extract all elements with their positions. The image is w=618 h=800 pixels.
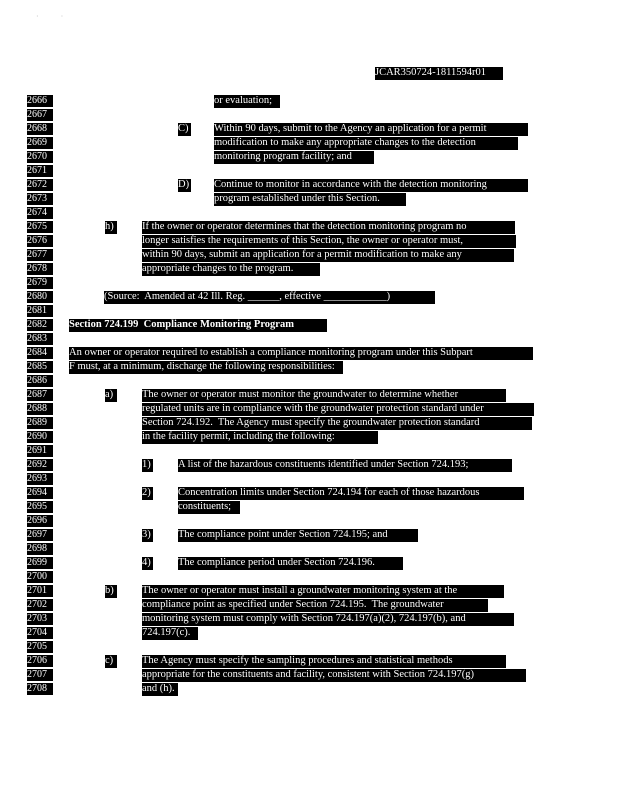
line-number: 2699 <box>27 557 53 569</box>
sub-2-line-2: constituents; <box>178 501 240 514</box>
sub-2-label: 2) <box>142 487 153 500</box>
scan-specks: · · <box>36 12 64 21</box>
line-number: 2696 <box>27 515 53 527</box>
line-number: 2702 <box>27 599 53 611</box>
sub-3-line-1: The compliance point under Section 724.195; and <box>178 529 418 542</box>
line-number: 2669 <box>27 137 53 149</box>
line-number: 2688 <box>27 403 53 415</box>
sub-1-label: 1) <box>142 459 153 472</box>
line-number: 2670 <box>27 151 53 163</box>
sub-4-label: 4) <box>142 557 153 570</box>
item-a-line-2: regulated units are in compliance with the groundwater protection standard under <box>142 403 534 416</box>
item-c2-line-1: The Agency must specify the sampling procedures and statistical methods <box>142 655 506 668</box>
line-number: 2687 <box>27 389 53 401</box>
line-number: 2706 <box>27 655 53 667</box>
line-number: 2677 <box>27 249 53 261</box>
line-number: 2679 <box>27 277 53 289</box>
line-number: 2708 <box>27 683 53 695</box>
item-b-label: b) <box>105 585 117 598</box>
item-d-label: D) <box>178 179 190 190</box>
line-number: 2697 <box>27 529 53 541</box>
item-b-line-1: The owner or operator must install a groundwater monitoring system at the <box>142 585 504 598</box>
item-h-label: h) <box>105 221 117 234</box>
line-number: 2689 <box>27 417 53 429</box>
item-a-label: a) <box>105 389 117 402</box>
line-number: 2671 <box>27 165 53 177</box>
line-number: 2681 <box>27 305 53 317</box>
line-number: 2698 <box>27 543 53 555</box>
item-a-line-1: The owner or operator must monitor the groundwater to determine whether <box>142 389 506 402</box>
line-number: 2700 <box>27 571 53 583</box>
eval-line: or evaluation; <box>214 95 280 108</box>
source-note: (Source: Amended at 42 Ill. Reg. ______, effective ____________) <box>104 291 435 304</box>
item-c-label: C) <box>178 123 191 136</box>
line-number: 2704 <box>27 627 53 639</box>
item-c-line-2: modification to make any appropriate changes to the detection <box>214 137 518 150</box>
section-heading: Section 724.199 Compliance Monitoring Program <box>69 319 327 332</box>
line-number: 2685 <box>27 361 53 373</box>
line-number: 2695 <box>27 501 53 513</box>
line-number: 2682 <box>27 319 53 331</box>
line-number: 2705 <box>27 641 53 653</box>
line-number: 2686 <box>27 375 53 387</box>
intro-line-1: An owner or operator required to establish a compliance monitoring program under this Subpart <box>69 347 533 360</box>
line-number: 2701 <box>27 585 53 597</box>
line-number: 2668 <box>27 123 53 135</box>
item-c-line-3: monitoring program facility; and <box>214 151 374 164</box>
item-c2-label: c) <box>105 655 117 668</box>
line-number: 2674 <box>27 207 53 219</box>
item-h-line-3: within 90 days, submit an application for a permit modification to make any <box>142 249 514 262</box>
line-number: 2694 <box>27 487 53 499</box>
line-number: 2707 <box>27 669 53 681</box>
line-number: 2678 <box>27 263 53 275</box>
item-d-line-1: Continue to monitor in accordance with the detection monitoring <box>214 179 528 192</box>
item-a-line-4: in the facility permit, including the following: <box>142 431 378 444</box>
item-b-line-2: compliance point as specified under Section 724.195. The groundwater <box>142 599 488 612</box>
line-number: 2684 <box>27 347 53 359</box>
item-b-line-4: 724.197(c). <box>142 627 198 640</box>
sub-1-line-1: A list of the hazardous constituents identified under Section 724.193; <box>178 459 512 472</box>
item-d-line-2: program established under this Section. <box>214 193 406 206</box>
line-number: 2683 <box>27 333 53 345</box>
item-h-line-1: If the owner or operator determines that the detection monitoring program no <box>142 221 515 234</box>
item-b-line-3: monitoring system must comply with Section 724.197(a)(2), 724.197(b), and <box>142 613 514 626</box>
document-id-header: JCAR350724-1811594r01 <box>375 67 503 80</box>
line-number: 2667 <box>27 109 53 121</box>
line-number: 2676 <box>27 235 53 247</box>
line-number: 2691 <box>27 445 53 457</box>
item-c-line-1: Within 90 days, submit to the Agency an application for a permit <box>214 123 528 136</box>
item-a-line-3: Section 724.192. The Agency must specify the groundwater protection standard <box>142 417 532 430</box>
item-h-line-2: longer satisfies the requirements of this Section, the owner or operator must, <box>142 235 516 248</box>
item-h-line-4: appropriate changes to the program. <box>142 263 320 276</box>
intro-line-2: F must, at a minimum, discharge the following responsibilities: <box>69 361 343 374</box>
line-number: 2673 <box>27 193 53 205</box>
line-number: 2672 <box>27 179 53 191</box>
sub-3-label: 3) <box>142 529 153 542</box>
line-number: 2692 <box>27 459 53 471</box>
line-number: 2675 <box>27 221 53 233</box>
line-number: 2666 <box>27 95 53 107</box>
sub-2-line-1: Concentration limits under Section 724.194 for each of those hazardous <box>178 487 524 500</box>
line-number: 2703 <box>27 613 53 625</box>
item-c2-line-3: and (h). <box>142 683 178 696</box>
sub-4-line-1: The compliance period under Section 724.196. <box>178 557 403 570</box>
line-number: 2690 <box>27 431 53 443</box>
item-c2-line-2: appropriate for the constituents and facility, consistent with Section 724.197(g) <box>142 669 526 682</box>
line-number: 2680 <box>27 291 53 303</box>
line-number: 2693 <box>27 473 53 485</box>
